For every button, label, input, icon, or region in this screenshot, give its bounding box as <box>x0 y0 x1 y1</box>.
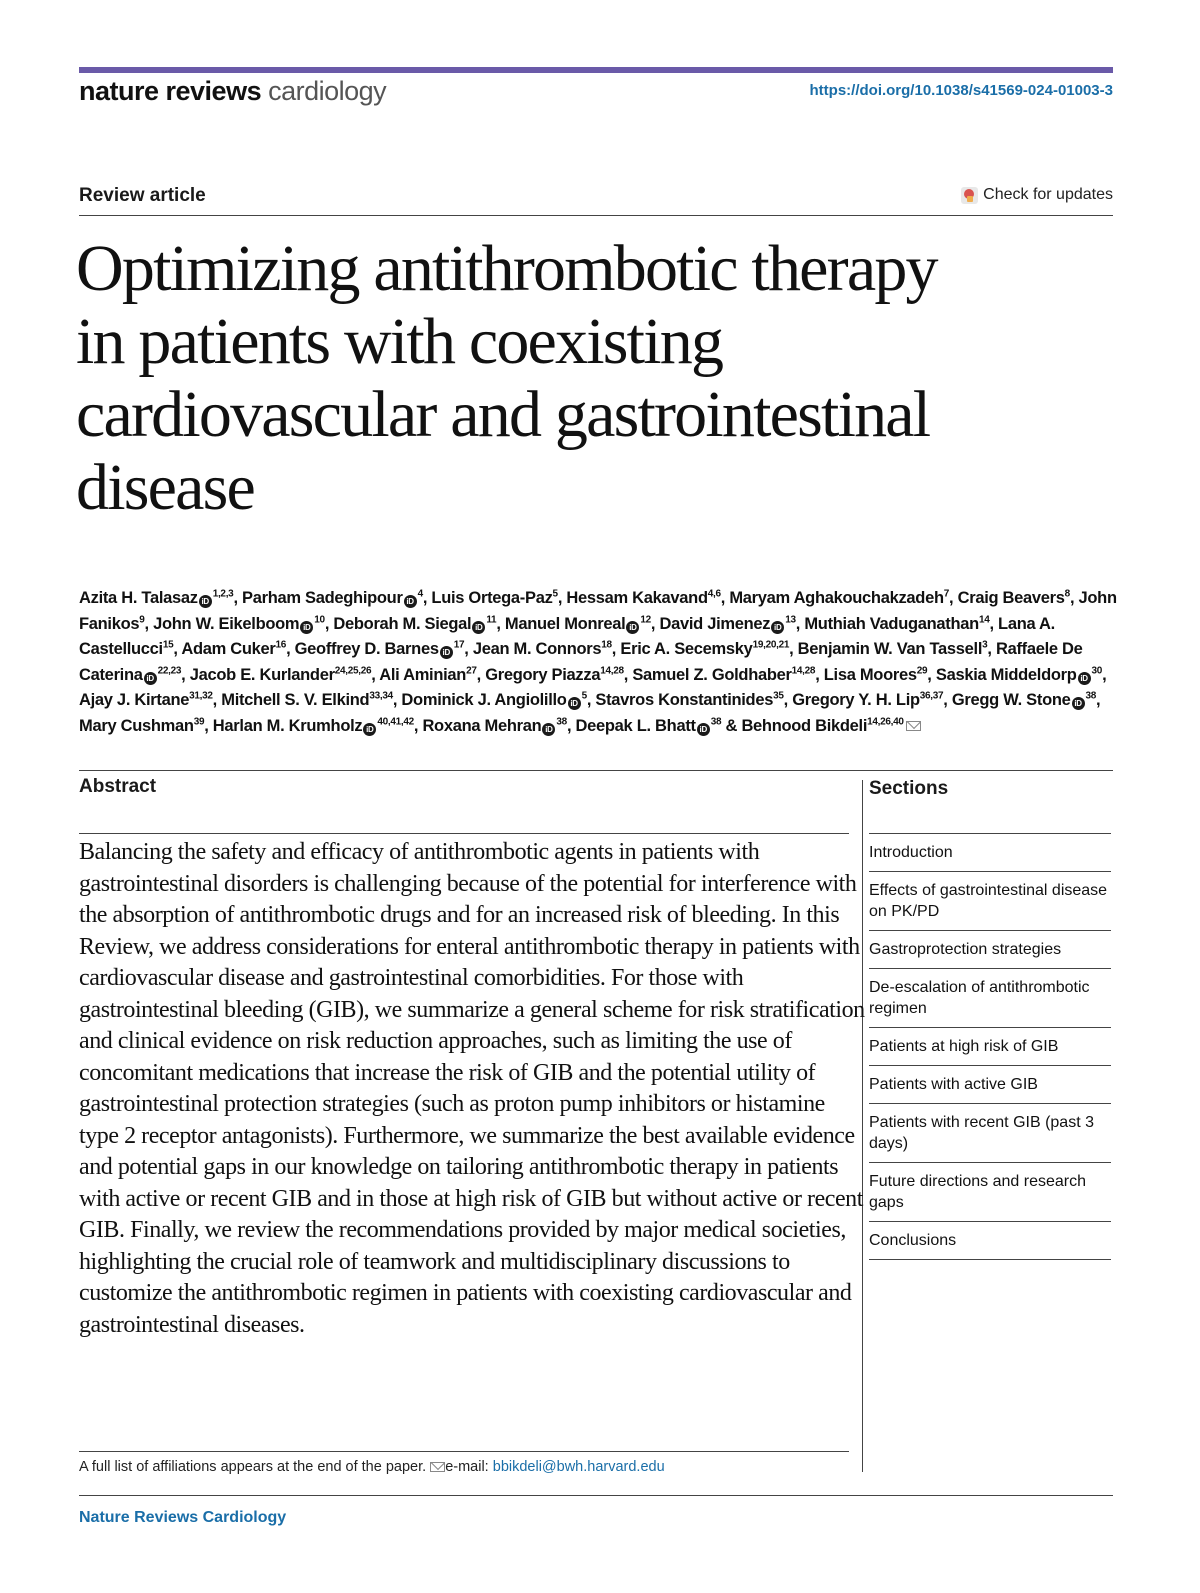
author-name: Raffaele De Caterina <box>79 640 1083 684</box>
author[interactable] <box>505 615 651 633</box>
author-name: Craig Beavers <box>957 589 1065 607</box>
author-affiliation: 3 <box>982 639 988 651</box>
divider <box>79 215 1113 216</box>
check-updates-label: Check for updates <box>983 186 1113 203</box>
orcid-icon[interactable]: iD <box>568 697 581 710</box>
corresponding-email-link[interactable]: bbikdeli@bwh.harvard.edu <box>492 1459 665 1475</box>
author-affiliation: 38 <box>710 716 722 727</box>
email-label: e-mail: <box>445 1459 489 1475</box>
orcid-icon[interactable]: iD <box>1072 697 1085 710</box>
author-name: Maryam Aghakouchakzadeh <box>729 589 944 607</box>
section-link[interactable]: Effects of gastrointestinal disease on PK/PD <box>869 872 1111 931</box>
author-name: Harlan M. Krumholz <box>212 716 363 735</box>
footer-journal-name[interactable]: Nature Reviews Cardiology <box>79 1509 287 1526</box>
section-link[interactable]: De-escalation of antithrombotic regimen <box>869 969 1111 1028</box>
author-name: Jacob E. Kurlander <box>189 665 335 684</box>
author-name: John Fanikos <box>79 589 1117 633</box>
orcid-icon[interactable]: iD <box>1078 672 1091 685</box>
author-name: Eric A. Secemsky <box>620 640 753 658</box>
author[interactable] <box>431 589 557 607</box>
author-name: Manuel Monreal <box>504 614 626 633</box>
author[interactable] <box>804 615 989 633</box>
author-name: Behnood Bikdeli <box>741 716 868 735</box>
author-affiliation: 9 <box>139 614 145 625</box>
orcid-icon[interactable]: iD <box>697 723 710 736</box>
affiliations-footnote <box>79 1459 665 1475</box>
orcid-icon[interactable]: iD <box>404 595 417 608</box>
author-affiliation: 14,28 <box>600 665 624 676</box>
header-accent-bar <box>79 67 1113 73</box>
sections-nav <box>869 833 1111 1260</box>
author-name: Lisa Moores <box>823 665 917 684</box>
orcid-icon[interactable]: iD <box>771 621 784 634</box>
author-list: Azita H. Talasaz iD$^{1,2,3}$, Parham Sadeghipour $iD^4$, Luis Ortega-Paz$^5$, Hessam Kakavand$^{4,6}$, Maryam Aghakouchakzadeh$^7$, Craig Beavers$^8$, John Fanikos$^9$, John W. Eikelboom $iD^{10}$, Deborah M. Siegal $iD^{11}$, Manuel Monreal $iD^{12}$, David Jimenez $iD^{13}$, Muthiah Vaduganathan$^{14}$, Lana A. Castellucci$^{15}$, Adam Cuker$^{16}$, Geoffrey D. Barnes $iD^{17}$, Jean M. Connors$^{18}$, Eric A. Secemsky$^{19,20,21}$, Benjamin W. Van Tassell$^3$, Raffaele De Caterina iD$^{22,23}$, Jacob E. Kurlander$^{24,25,26}$, Ali Aminian$^{27}$, Gregory Piazza$^{14,28}$, Samuel Z. Goldhaber$^{14,28}$, Lisa Moores$^{29}$, Saskia Middeldorp $iD^{30}$, Ajay J. Kirtane$^{31,32}$, Mitchell S. V. Elkind$^{33,34}$, Dominick J. Angiolillo $iD^5$, Stavros Konstantinides$^{35}$, Gregory Y. H. Lip$^{36,37}$, Gregg W. Stone $iD^{38}$, Mary Cushman$^{39}$, Harlan M. Krumholz iD$^{40,41,42}$, Roxana Mehran $iD^{38}$, Deepak L. Bhatt $iD^{38}$ & Behnood Bikdeli$^{14,26,40}$ <box>79 588 1117 735</box>
divider <box>79 833 849 834</box>
article-title: Optimizing antithrombotic therapy in patients with coexisting cardiovascular and gastrointestinal disease <box>76 232 937 524</box>
orcid-icon[interactable]: iD <box>144 672 157 685</box>
author-affiliation: 36,37 <box>919 690 944 702</box>
author-affiliation: 35 <box>773 690 784 702</box>
author-affiliation: 40,41,42 <box>377 716 414 727</box>
author[interactable] <box>620 640 789 658</box>
section-link[interactable]: Patients at high risk of GIB <box>869 1028 1111 1066</box>
author-name: Mary Cushman <box>79 716 194 735</box>
journal-logo-light: cardiology <box>268 76 387 106</box>
author-name: Mitchell S. V. Elkind <box>221 691 370 709</box>
author-name: Azita H. Talasaz <box>79 589 198 607</box>
author[interactable] <box>153 615 325 633</box>
author-name: Gregory Piazza <box>485 665 601 684</box>
author[interactable] <box>295 640 465 658</box>
divider <box>79 1451 849 1452</box>
author-affiliation: 39 <box>193 716 205 727</box>
author[interactable] <box>660 615 796 633</box>
author[interactable] <box>485 666 624 684</box>
author[interactable] <box>792 691 943 709</box>
author[interactable] <box>242 589 423 607</box>
orcid-icon[interactable]: iD <box>542 723 555 736</box>
orcid-icon[interactable]: iD <box>300 621 313 634</box>
author[interactable] <box>333 615 496 633</box>
author-name: Roxana Mehran <box>422 716 542 735</box>
footnote-text: A full list of affiliations appears at the end of the paper. <box>79 1459 427 1475</box>
author-name: Adam Cuker <box>181 640 276 658</box>
journal-logo-bold: nature reviews <box>79 76 262 106</box>
envelope-icon <box>430 1462 445 1472</box>
author-name: John W. Eikelboom <box>153 614 300 633</box>
author-name: Muthiah Vaduganathan <box>804 614 979 633</box>
author[interactable] <box>824 666 928 684</box>
author-affiliation: 15 <box>162 639 174 651</box>
divider <box>79 770 1113 771</box>
author-affiliation: 7 <box>943 588 949 600</box>
author-affiliation: 1,2,3 <box>212 588 234 600</box>
author-affiliation: 19,20,21 <box>752 639 790 651</box>
author[interactable] <box>221 691 393 709</box>
section-link[interactable]: Future directions and research gaps <box>869 1163 1111 1222</box>
orcid-icon[interactable]: iD <box>626 621 639 634</box>
journal-logo[interactable] <box>79 76 386 107</box>
author-name: Geoffrey D. Barnes <box>294 640 439 658</box>
section-link[interactable]: Patients with recent GIB (past 3 days) <box>869 1104 1111 1163</box>
check-updates-icon <box>961 187 978 204</box>
author-affiliation: 24,25,26 <box>334 665 372 676</box>
check-updates-button[interactable] <box>961 186 1113 204</box>
author[interactable] <box>566 589 720 607</box>
author[interactable] <box>473 640 612 658</box>
author[interactable] <box>632 666 815 684</box>
section-link[interactable]: Conclusions <box>869 1222 1111 1260</box>
author-name: Deepak L. Bhatt <box>575 716 696 735</box>
author[interactable] <box>379 666 476 684</box>
author-name: Gregg W. Stone <box>951 691 1071 709</box>
author-affiliation: 29 <box>916 665 928 676</box>
author-affiliation: 10 <box>314 614 325 625</box>
orcid-icon[interactable]: iD <box>199 595 212 608</box>
section-link[interactable]: Introduction <box>869 834 1111 872</box>
author-affiliation: 22,23 <box>157 665 182 676</box>
author-affiliation: 16 <box>275 639 287 651</box>
author[interactable] <box>79 691 213 709</box>
author-affiliation: 18 <box>601 639 612 651</box>
section-link[interactable]: Patients with active GIB <box>869 1066 1111 1104</box>
orcid-icon[interactable]: iD <box>363 723 376 736</box>
author-name: Benjamin W. Van Tassell <box>797 640 983 658</box>
article-type: Review article <box>79 185 206 206</box>
author-affiliation: 38 <box>1085 690 1097 702</box>
abstract-text: Balancing the safety and efficacy of antithrombotic agents in patients with gastrointestinal disorders is challenging because of the potential for interference with the absorption of antithrombotic drugs and for an increased risk of bleeding. In this Review, we address considerations for enteral antithrombotic therapy in patients with cardiovascular disease and gastrointestinal comorbidities. For those with gastrointestinal bleeding (GIB), we summarize a general scheme for risk stratification and clinical evidence on risk reduction approaches, such as limiting the use of concomitant medications that increase the risk of GIB and the potential utility of gastrointestinal protection strategies (such as proton pump inhibitors or histamine type 2 receptor antagonists). Furthermore, we summarize the best available evidence and potential gaps in our knowledge on tailoring antithrombotic therapy in patients with active or recent GIB and in those at high risk of GIB but without active or recent GIB. Finally, we review the recommendations provided by major medical societies, highlighting the crucial role of teamwork and multidisciplinary discussions to customize the antithrombotic regimen in patients with coexisting cardiovascular and gastrointestinal diseases. <box>79 839 865 1338</box>
author-name: Stavros Konstantinides <box>595 691 774 709</box>
author[interactable] <box>595 691 783 709</box>
author-name: Luis Ortega-Paz <box>431 589 553 607</box>
author-affiliation: 30 <box>1091 665 1103 676</box>
author-name: Gregory Y. H. Lip <box>792 691 920 709</box>
author-name: Dominick J. Angiolillo <box>401 691 567 709</box>
author-name: Ajay J. Kirtane <box>79 691 190 709</box>
doi-link[interactable]: https://doi.org/10.1038/s41569-024-01003-3 <box>809 82 1113 99</box>
author-name: Hessam Kakavand <box>566 589 708 607</box>
author-name: Deborah M. Siegal <box>333 614 472 633</box>
author-affiliation: 4 <box>417 588 423 600</box>
sections-heading: Sections <box>869 778 949 799</box>
author-affiliation: 12 <box>640 614 651 625</box>
author-affiliation: 4,6 <box>707 588 721 600</box>
author[interactable] <box>213 717 414 735</box>
author[interactable] <box>79 589 233 607</box>
author[interactable] <box>190 666 372 684</box>
orcid-icon[interactable]: iD <box>440 646 453 659</box>
abstract-heading: Abstract <box>79 776 157 797</box>
author[interactable] <box>952 691 1096 709</box>
author-affiliation: 14 <box>978 614 990 625</box>
author-name: Saskia Middeldorp <box>935 665 1077 684</box>
author-name: Ali Aminian <box>379 665 467 684</box>
divider <box>79 1495 1113 1496</box>
author[interactable] <box>79 717 204 735</box>
author-name: Samuel Z. Goldhaber <box>632 665 792 684</box>
author[interactable] <box>741 717 920 735</box>
author-affiliation: 17 <box>453 639 465 651</box>
author[interactable] <box>958 589 1070 607</box>
author-affiliation: 14,28 <box>791 665 816 676</box>
author-name: Jean M. Connors <box>472 640 602 658</box>
author-name: Lana A. Castellucci <box>79 614 1055 658</box>
author-affiliation: 38 <box>556 716 567 727</box>
author-name: David Jimenez <box>659 614 771 633</box>
author-affiliation: 5 <box>552 588 558 600</box>
author-affiliation: 27 <box>466 665 477 676</box>
author-affiliation: 11 <box>486 614 497 625</box>
envelope-icon[interactable] <box>906 721 921 731</box>
section-link[interactable]: Gastroprotection strategies <box>869 931 1111 969</box>
author-affiliation: 8 <box>1064 588 1070 600</box>
orcid-icon[interactable]: iD <box>472 621 485 634</box>
author[interactable] <box>422 717 567 735</box>
author-affiliation: 5 <box>581 690 587 702</box>
author[interactable] <box>798 640 988 658</box>
author[interactable] <box>936 666 1102 684</box>
author[interactable] <box>181 640 286 658</box>
author-affiliation: 31,32 <box>189 690 213 702</box>
author-affiliation: 13 <box>785 614 796 625</box>
author[interactable] <box>576 717 722 735</box>
author-affiliation: 14,26,40 <box>867 716 904 727</box>
author[interactable] <box>401 691 586 709</box>
author-affiliation: 33,34 <box>369 690 393 702</box>
author[interactable] <box>729 589 949 607</box>
author-name: Parham Sadeghipour <box>242 589 403 607</box>
